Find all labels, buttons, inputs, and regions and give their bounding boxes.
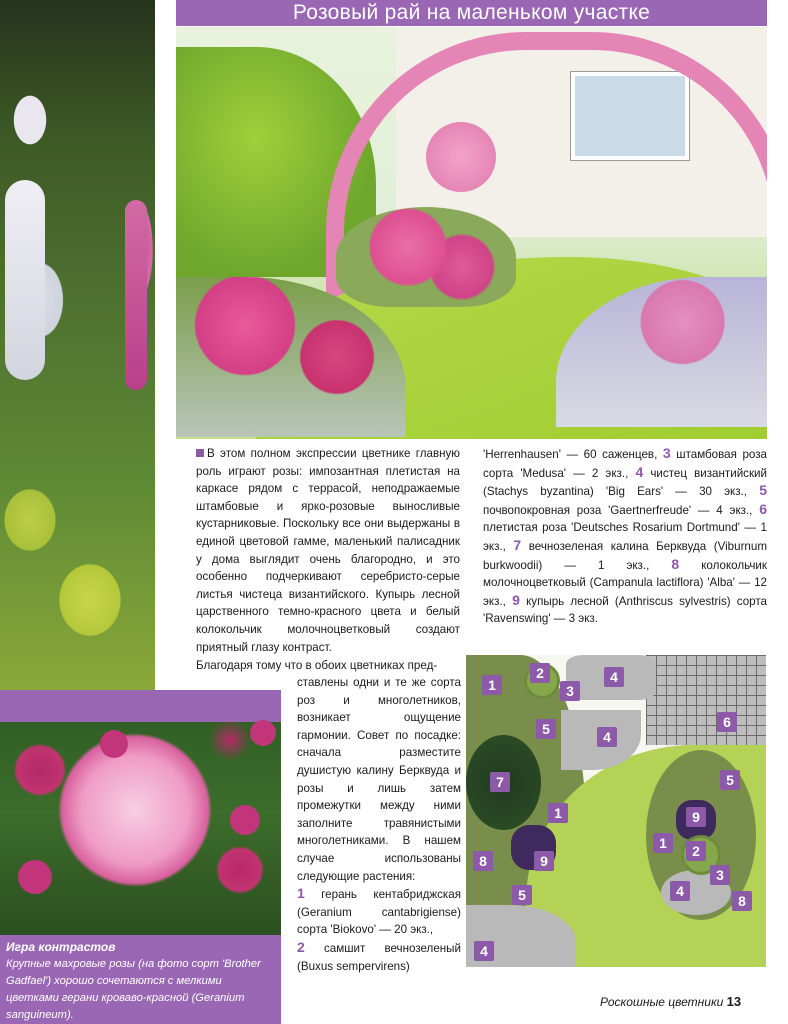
list-text: купырь лесной (Anthriscus sylvestris) сорта 'Ravenswing' — 3 экз. (483, 594, 767, 626)
plan-label: 4 (474, 941, 494, 961)
photo-caption (0, 935, 281, 1024)
list-text: самшит вечнозеленый (Buxus sempervirens) (297, 941, 461, 973)
plant-number: 4 (635, 463, 644, 480)
plan-label: 5 (536, 719, 556, 739)
list-text: плетистая роза 'Deutsches Rosarium Dortmund' — 1 экз., (483, 521, 767, 553)
plant-number: 3 (662, 445, 671, 461)
plant-number: 9 (512, 591, 520, 608)
article-paragraph-2 (297, 674, 461, 975)
geranium-flower (230, 805, 260, 835)
planting-plan (466, 655, 766, 967)
list-text: почвопокровная роза 'Gaertnerfreude' — 4 экз., (483, 503, 753, 517)
article-paragraph-2-start: Благодаря тому что в обоих цветниках пред- (196, 659, 438, 672)
terrace-paving (646, 655, 766, 745)
rose-photo (0, 690, 281, 935)
plan-label: 2 (686, 841, 706, 861)
plant-number: 7 (513, 536, 522, 553)
photo-top-band (0, 690, 281, 722)
plan-label: 9 (686, 807, 706, 827)
plan-label: 1 (482, 675, 502, 695)
plant-number: 1 (297, 885, 305, 902)
plan-label: 3 (560, 681, 580, 701)
paragraph-marker-icon (196, 449, 204, 457)
plan-label: 9 (534, 851, 554, 871)
magazine-name: Роскошные цветники (600, 995, 724, 1009)
plant-number: 6 (759, 500, 767, 517)
article-paragraph-1 (196, 445, 460, 656)
plan-label: 7 (490, 772, 510, 792)
plan-label: 4 (597, 727, 617, 747)
plant-number: 2 (297, 938, 305, 955)
white-bellflower (5, 180, 45, 380)
rose-bed-center (336, 207, 516, 307)
list-text: герань кентабриджская (Geranium cantabrigiense) сорта 'Biokovo' — 20 экз., (297, 888, 461, 937)
caption-text: Крупные махровые розы (на фото сорт 'Brother Gadfael') хорошо сочетаются с мелкими цветками герани кроваво-красной (Geranium sanguineum). (6, 958, 261, 1021)
paragraph-text: ставлены одни и те же сорта роз и многолетников, возникает ощущение гармонии. Совет по посадке: сначала разместите душистую калину Берквуда и розы и лишь затем промежутки между ними заполните травянистыми многолетниками. В нашем случае использованы следующие растения: (297, 676, 461, 883)
geranium-flower (250, 720, 276, 746)
geranium-flower (100, 730, 128, 758)
plan-label: 1 (548, 803, 568, 823)
plan-label: 3 (710, 865, 730, 885)
list-text: штамбовая роза сорта 'Medusa' — 2 экз., (483, 448, 767, 480)
list-text: колокольчик молочноцветковый (Campanula lactiflora) 'Alba' — 12 экз., (483, 558, 767, 608)
caption-title: Игра контрастов (6, 940, 116, 954)
article-plant-list (483, 445, 767, 628)
plant-number: 5 (759, 482, 767, 499)
garden-photo-left (0, 0, 155, 690)
standard-rose (426, 122, 496, 192)
list-text: 'Herrenhausen' — 60 саженцев, (483, 448, 658, 461)
plan-label: 4 (670, 881, 690, 901)
plant-number: 8 (671, 555, 680, 572)
page-number: 13 (726, 994, 742, 1009)
foxglove-spike (125, 200, 147, 390)
plan-label: 6 (717, 712, 737, 732)
plan-label: 8 (732, 891, 752, 911)
page-footer (600, 994, 741, 1009)
paragraph-text: В этом полном экспрессии цветнике главную роль играют розы: импозантная плетистая на каркасе рядом с террасой, неподражаемые штамбовые и ярко-розовые выносливые кустарниковые. Поскольку все они выдержаны в единой цветовой гамме, маленький палисадник у дома выглядит очень благородно, и это особенно подчеркивают серебристо-серые листья чистеца византийского. Купырь лесной царственного темно-красного цвета и белый колокольчик молочноцветковый создают приятный глазу контраст. (196, 447, 460, 654)
plan-label: 5 (720, 770, 740, 790)
garden-illustration (176, 27, 767, 439)
plan-label: 4 (604, 667, 624, 687)
list-text: вечнозеленая калина Берквуда (Viburnum burkwoodii) — 1 экз., (483, 539, 767, 572)
plan-label: 1 (653, 833, 673, 853)
list-text: чистец византийский (Stachys byzantina) 'Big Ears' — 30 экз., (483, 466, 767, 499)
geranium-flower (18, 860, 52, 894)
plan-label: 5 (512, 885, 532, 905)
page-title: Розовый рай на маленьком участке (176, 0, 767, 26)
plan-label: 2 (530, 663, 550, 683)
plan-label: 8 (473, 851, 493, 871)
